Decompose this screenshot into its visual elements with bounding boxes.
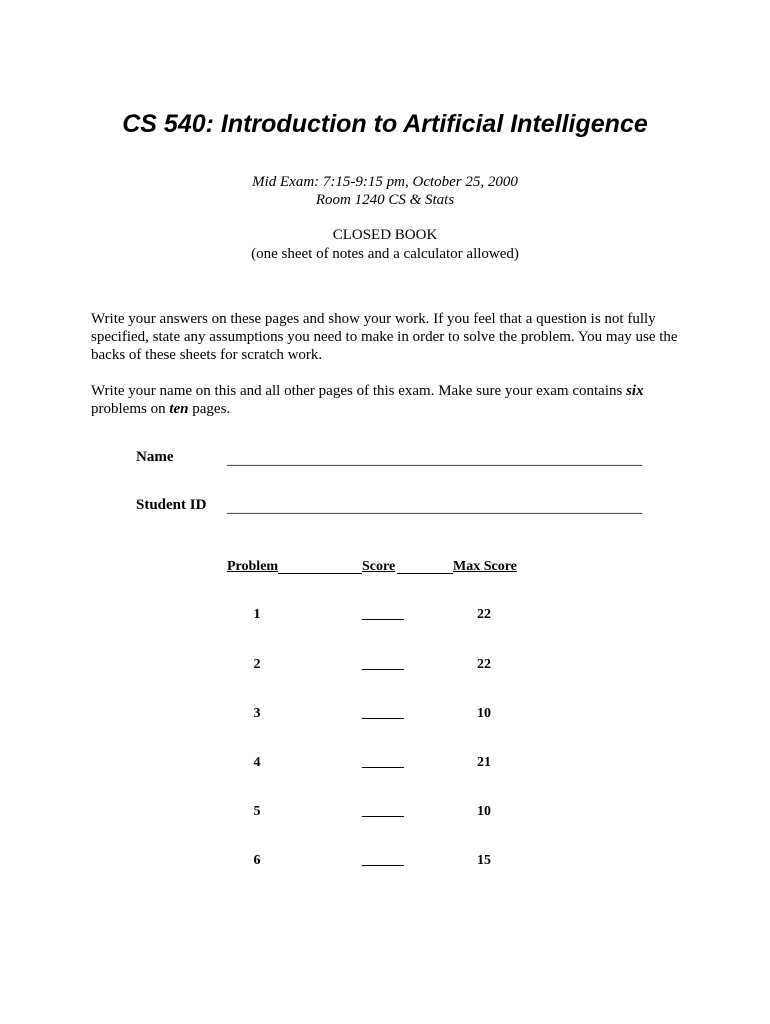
instructions-text-start: Write your name on this and all other pages of this exam. Make sure your exam contains xyxy=(91,383,627,399)
max-score: 10 xyxy=(477,706,491,721)
max-score: 22 xyxy=(477,657,491,672)
page-count: ten xyxy=(169,401,189,417)
header-problem: Problem xyxy=(227,559,279,574)
instructions-paragraph-1: Write your answers on these pages and show your work. If you feel that a question is not fully specified, state any assumptions you need to make in order to solve the problem. You may use the backs of these sheets for scratch work. xyxy=(91,311,678,363)
exam-room-line: Room 1240 CS & Stats xyxy=(315,192,455,208)
closed-book-line: CLOSED BOOK xyxy=(332,227,438,243)
instructions-text-mid: problems on xyxy=(91,401,170,417)
problem-number: 2 xyxy=(253,657,261,672)
name-field[interactable]: _______________________________________________________ xyxy=(227,452,643,468)
score-blank[interactable]: ______ xyxy=(362,657,404,672)
header-underline-problem xyxy=(278,573,362,574)
instructions-paragraph-2 xyxy=(91,382,681,418)
student-id-label: Student ID xyxy=(136,497,207,513)
problem-number: 6 xyxy=(253,853,261,868)
problem-number: 3 xyxy=(253,706,261,721)
notes-allowed-line: (one sheet of notes and a calculator allowed) xyxy=(251,246,519,262)
max-score: 15 xyxy=(477,853,491,868)
problem-count: six xyxy=(626,383,644,399)
score-blank[interactable]: ______ xyxy=(362,706,404,721)
score-blank[interactable]: ______ xyxy=(362,804,404,819)
problem-number: 4 xyxy=(253,755,261,770)
max-score: 10 xyxy=(477,804,491,819)
header-max-score: Max Score xyxy=(453,559,517,574)
score-blank[interactable]: ______ xyxy=(362,607,404,622)
problem-number: 5 xyxy=(253,804,261,819)
problem-number: 1 xyxy=(253,607,261,622)
max-score: 22 xyxy=(477,607,491,622)
name-label: Name xyxy=(136,449,174,465)
student-id-field[interactable]: _______________________________________________________ xyxy=(227,500,643,516)
header-underline-score xyxy=(397,573,453,574)
page-title: CS 540: Introduction to Artificial Intelligence xyxy=(122,110,648,138)
max-score: 21 xyxy=(477,755,491,770)
score-blank[interactable]: ______ xyxy=(362,853,404,868)
exam-time-line: Mid Exam: 7:15-9:15 pm, October 25, 2000 xyxy=(252,174,518,190)
score-blank[interactable]: ______ xyxy=(362,755,404,770)
header-score: Score xyxy=(362,559,396,574)
instructions-text-end: pages. xyxy=(188,401,231,417)
